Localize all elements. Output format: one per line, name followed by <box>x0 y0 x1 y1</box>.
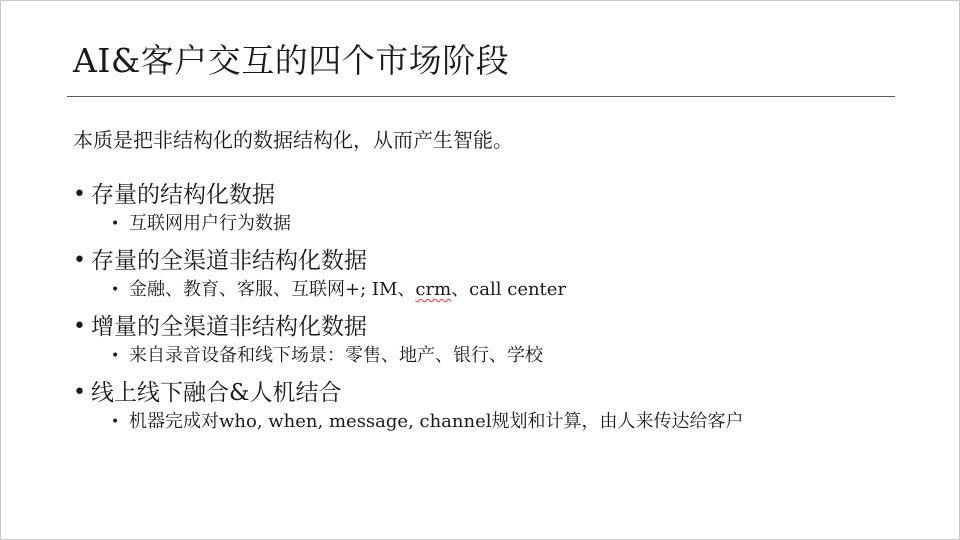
bullet-item: • 线上线下融合&人机结合 <box>73 377 883 409</box>
title-divider <box>67 96 895 97</box>
bullet-item: • 存量的全渠道非结构化数据 <box>73 245 883 277</box>
bullet-item: • 存量的结构化数据 <box>73 179 883 211</box>
sub-bullet-text: 金融、教育、客服、互联网+; IM、 <box>129 279 416 300</box>
sub-bullet-item: • 来自录音设备和线下场景：零售、地产、银行、学校 <box>73 345 883 367</box>
sub-bullet-item <box>73 279 883 301</box>
sub-bullet-item: • 互联网用户行为数据 <box>73 213 883 235</box>
bullet-item: • 增量的全渠道非结构化数据 <box>73 311 883 343</box>
spellcheck-flagged-word: crm <box>415 279 452 300</box>
sub-bullet-item: • 机器完成对who, when, message, channel规划和计算，由人来传达给客户 <box>73 411 883 433</box>
slide-subtitle: 本质是把非结构化的数据结构化，从而产生智能。 <box>73 128 513 152</box>
slide-title: AI&客户交互的四个市场阶段 <box>73 41 510 80</box>
sub-bullet-text: 、call center <box>451 279 567 300</box>
bullet-list <box>73 179 883 443</box>
